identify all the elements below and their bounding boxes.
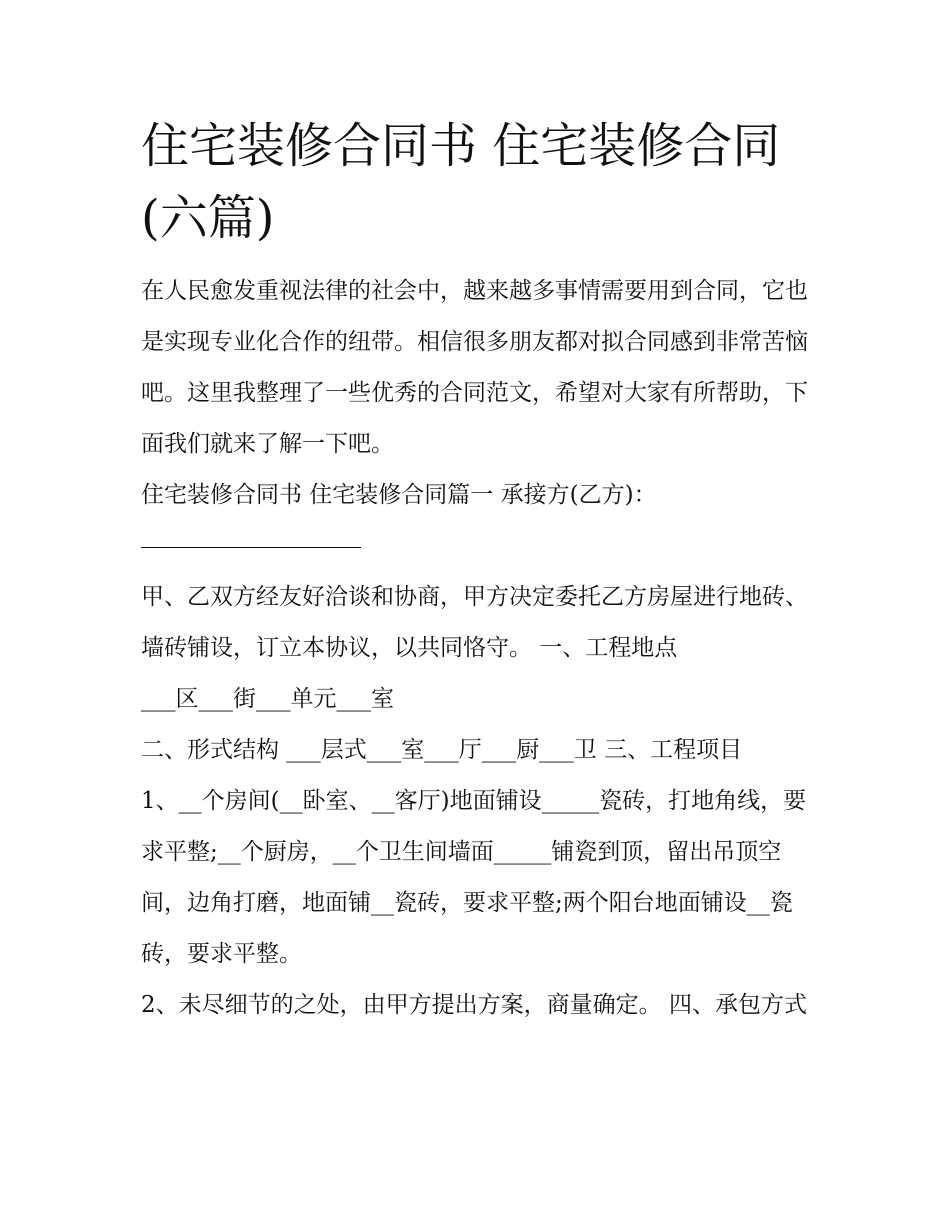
item-1-paragraph: 1、__个房间(__卧室、__客厅)地面铺设_____瓷砖，打地角线，要求平整;__个厨房，__个卫生间墙面_____铺瓷到顶，留出吊顶空间，边角打磨，地面铺__瓷砖，要求平整;两个阳台地面铺设__瓷砖，要求平整。 — [141, 788, 807, 967]
contract-heading-line: 住宅装修合同书 住宅装修合同篇一 承接方(乙方)： — [141, 482, 657, 508]
agreement-paragraph: 甲、乙双方经友好洽谈和协商，甲方决定委托乙方房屋进行地砖、墙砖铺设，订立本协议，以共同恪守。 一、工程地点 — [141, 584, 808, 661]
structure-paragraph: 二、形式结构 ___层式___室___厅___厨___卫 三、工程项目 — [141, 737, 743, 763]
intro-paragraph: 在人民愈发重视法律的社会中，越来越多事情需要用到合同，它也是实现专业化合作的纽带。相信很多朋友都对拟合同感到非常苦恼吧。这里我整理了一些优秀的合同范文，希望对大家有所帮助，下面我们就来了解一下吧。 — [141, 278, 808, 457]
item-2-paragraph: 2、未尽细节的之处，由甲方提出方案，商量确定。 四、承包方式 — [141, 992, 807, 1018]
document-title: 住宅装修合同书 住宅装修合同(六篇) — [141, 118, 781, 246]
document-body — [141, 110, 821, 1031]
location-blanks: ___区___街___单元___室 — [141, 686, 394, 712]
signature-blank-line — [141, 547, 361, 548]
